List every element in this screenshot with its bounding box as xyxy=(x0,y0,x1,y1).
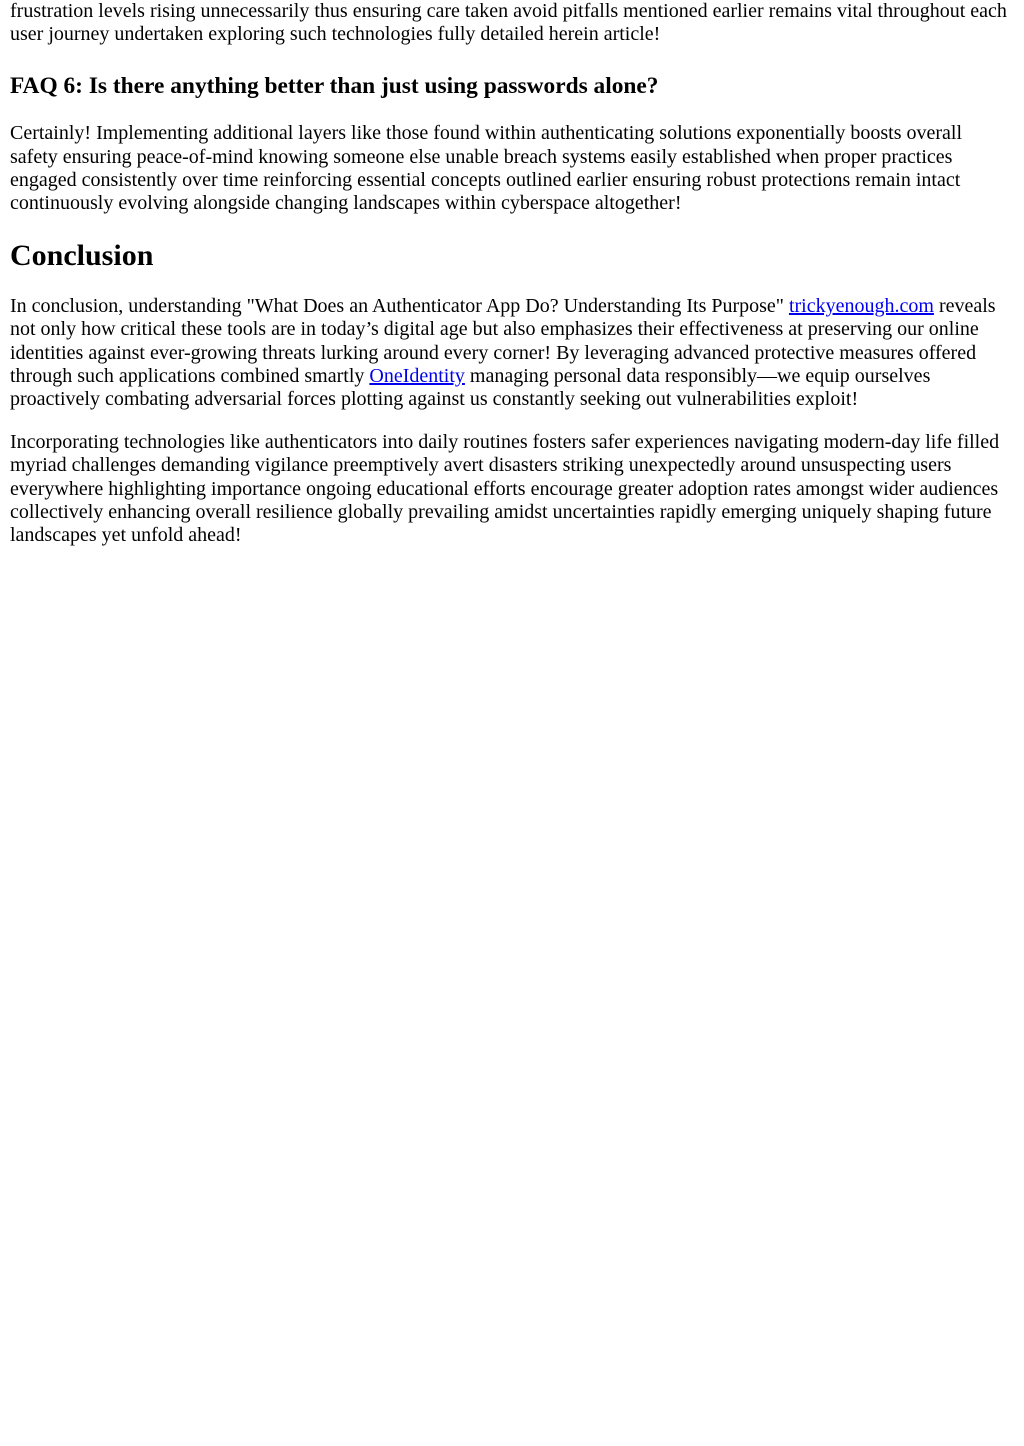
trickyenough-link[interactable]: trickyenough.com xyxy=(788,295,934,318)
conclusion-heading: Conclusion xyxy=(10,239,154,273)
faq6-answer: Certainly! Implementing additional layers like those found within authenticating solutions exponentially boosts overall safety ensuring peace-of-mind knowing someone else unable breach systems easily established when proper practices engaged consistently over time reinforcing essential concepts outlined earlier ensuring robust protections remain intact continuously evolving alongside changing landscapes within cyberspace altogether! xyxy=(10,122,963,215)
conclusion-paragraph-2: Incorporating technologies like authenticators into daily routines fosters safer experiences navigating modern-day life filled myriad challenges demanding vigilance preemptively avert disasters striking unexpectedly around unsuspecting users everywhere highlighting importance ongoing educational efforts encourage greater adoption rates amongst wider audiences collectively enhancing overall resilience globally prevailing amidst uncertainties rapidly emerging uniquely shaping future landscapes yet unfold ahead! xyxy=(10,431,1000,547)
faq6-heading: FAQ 6: Is there anything better than just using passwords alone? xyxy=(10,73,659,100)
conclusion-p1-text-middle: reveals not only how critical these tools are in today’s digital age but also emphasizes their effectiveness at preserving our online identities against ever-growing threats lurking around every corner! By leveraging advanced protective measures offered through such applications combined smartly xyxy=(10,295,996,387)
conclusion-paragraph-1 xyxy=(10,295,1014,411)
article-body xyxy=(0,0,1024,547)
oneidentity-link[interactable]: OneIdentity xyxy=(369,364,465,387)
intro-paragraph: frustration levels rising unnecessarily thus ensuring care taken avoid pitfalls mentioned earlier remains vital throughout each user journey undertaken exploring such technologies fully detailed herein article! xyxy=(10,0,1007,46)
conclusion-p1-text-start: In conclusion, understanding "What Does an Authenticator App Do? Understanding Its Purpose" xyxy=(10,295,789,318)
conclusion-p1-text-end: managing personal data responsibly—we equip ourselves proactively combating adversarial forces plotting against us constantly seeking out vulnerabilities exploit! xyxy=(10,364,931,411)
